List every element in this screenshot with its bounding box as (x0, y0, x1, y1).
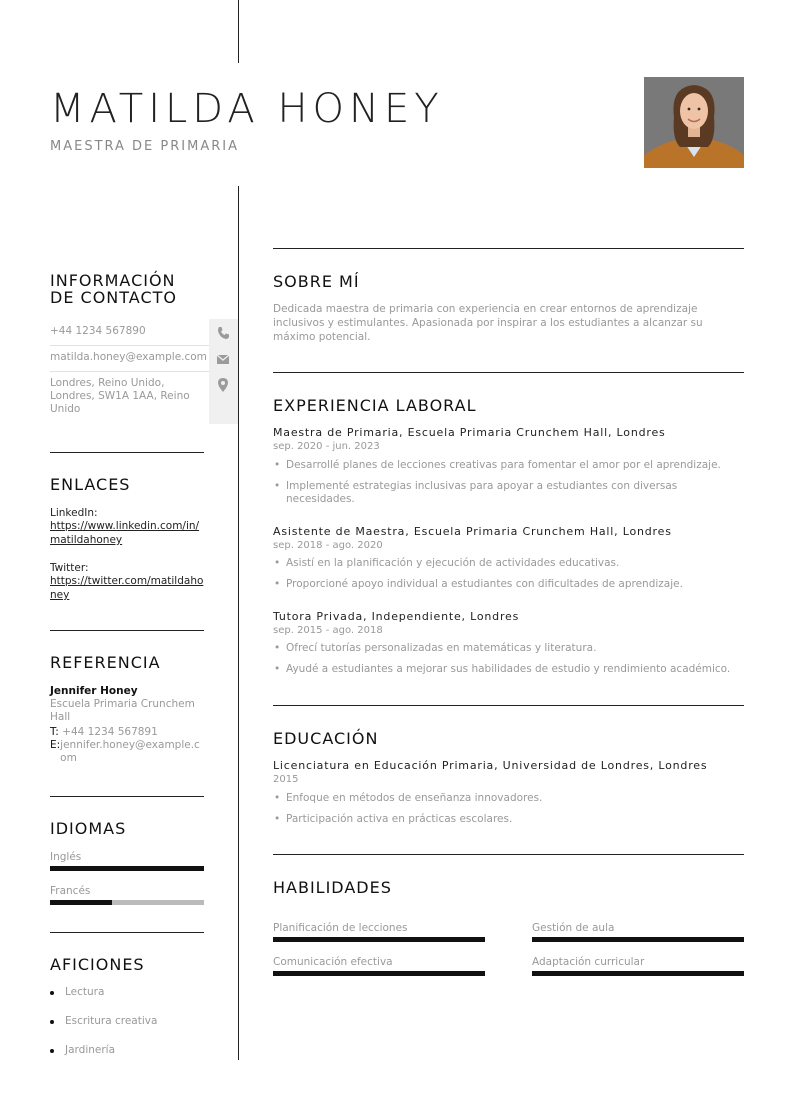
resume-name: MATILDA HONEY (50, 86, 444, 132)
section-divider (50, 932, 204, 933)
hobby-item: Lectura (65, 986, 105, 998)
about-heading: SOBRE MÍ (273, 272, 360, 291)
language-name: Inglés (50, 851, 82, 863)
column-divider-line (238, 186, 239, 1060)
job-title: Maestra de Primaria, Escuela Primaria Crunchem Hall, Londres (273, 426, 666, 439)
contact-address: Londres, Reino Unido, Londres, SW1A 1AA, Reino Unido (50, 377, 190, 415)
language-level-fill (50, 900, 112, 905)
job-bullet: • Desarrollé planes de lecciones creativas para fomentar el amor por el aprendizaje. (274, 459, 734, 472)
skill-level-bar (532, 971, 744, 976)
bullet-dot (50, 1020, 54, 1024)
linkedin-url[interactable]: https://www.linkedin.com/in/matildahoney (50, 520, 200, 546)
skill-level-bar (532, 937, 744, 942)
job-date: sep. 2018 - ago. 2020 (273, 540, 383, 551)
education-degree: Licenciatura en Educación Primaria, Universidad de Londres, Londres (273, 759, 708, 772)
contact-email[interactable]: matilda.honey@example.com (50, 351, 207, 363)
language-level-bar (50, 900, 204, 905)
job-title: Tutora Privada, Independiente, Londres (273, 610, 520, 623)
job-bullet: • Proporcioné apoyo individual a estudiantes con dificultades de aprendizaje. (274, 578, 734, 591)
link-linkedin (50, 507, 204, 547)
reference-phone: T: +44 1234 567891 (50, 726, 158, 738)
contact-phone-row (50, 325, 238, 345)
job-date: sep. 2015 - ago. 2018 (273, 625, 383, 636)
resume-job-title: MAESTRA DE PRIMARIA (50, 139, 239, 154)
reference-name: Jennifer Honey (50, 685, 138, 697)
education-heading: EDUCACIÓN (273, 729, 379, 748)
skill-name: Gestión de aula (532, 922, 615, 934)
job-bullet: • Ofrecí tutorías personalizadas en matemáticas y literatura. (274, 642, 734, 655)
profile-photo (644, 77, 744, 168)
language-level-fill (50, 866, 204, 871)
reference-heading: REFERENCIA (50, 653, 161, 672)
section-divider (50, 630, 204, 631)
education-bullet: • Enfoque en métodos de enseñanza innovadores. (274, 792, 734, 805)
bullet-dot (50, 1049, 54, 1053)
contact-address-row (50, 377, 238, 421)
language-level-bar (50, 866, 204, 871)
job-date: sep. 2020 - jun. 2023 (273, 441, 380, 452)
job-title: Asistente de Maestra, Escuela Primaria Crunchem Hall, Londres (273, 525, 672, 538)
links-heading: ENLACES (50, 475, 131, 494)
language-name: Francés (50, 885, 91, 897)
section-divider (273, 372, 744, 373)
skill-name: Adaptación curricular (532, 956, 645, 968)
hobbies-heading: AFICIONES (50, 955, 145, 974)
contact-email-row (50, 351, 238, 371)
section-divider (273, 854, 744, 855)
reference-org: Escuela Primaria Crunchem Hall (50, 698, 195, 723)
section-divider (50, 796, 204, 797)
job-bullet: • Implementé estrategias inclusivas para apoyar a estudiantes con diversas necesidades. (274, 480, 714, 506)
languages-heading: IDIOMAS (50, 819, 127, 838)
section-divider (50, 452, 204, 453)
section-divider (273, 248, 744, 249)
job-bullet: • Ayudé a estudiantes a mejorar sus habilidades de estudio y rendimiento académico. (274, 663, 734, 676)
twitter-url[interactable]: https://twitter.com/matildahoney (50, 575, 204, 601)
education-bullet: • Participación activa en prácticas escolares. (274, 813, 734, 826)
link-label: LinkedIn: (50, 507, 98, 519)
skills-heading: HABILIDADES (273, 878, 392, 897)
about-text: Dedicada maestra de primaria con experiencia en crear entornos de aprendizaje inclusivos y estimulantes. Apasionada por inspirar a los estudiantes a alcanzar su máximo potencial. (273, 303, 703, 343)
bullet-dot (50, 991, 54, 995)
contact-heading: INFORMACIÓN DE CONTACTO (50, 271, 177, 307)
section-divider (273, 705, 744, 706)
link-label: Twitter: (50, 562, 89, 574)
skill-name: Comunicación efectiva (273, 956, 393, 968)
contact-row-divider (50, 371, 209, 372)
hobby-item: Escritura creativa (65, 1015, 158, 1027)
top-divider-line (238, 0, 239, 63)
education-year: 2015 (273, 774, 299, 785)
job-bullet: • Asistí en la planificación y ejecución de actividades educativas. (274, 557, 734, 570)
skill-level-bar (273, 937, 485, 942)
reference-block (50, 685, 204, 765)
link-twitter (50, 562, 204, 602)
experience-heading: EXPERIENCIA LABORAL (273, 396, 477, 415)
hobby-item: Jardinería (65, 1044, 116, 1056)
skill-level-bar (273, 971, 485, 976)
reference-email: E: jennifer.honey@example.com (50, 739, 200, 764)
contact-row-divider (50, 345, 209, 346)
skill-name: Planificación de lecciones (273, 922, 408, 934)
contact-phone: +44 1234 567890 (50, 325, 146, 337)
